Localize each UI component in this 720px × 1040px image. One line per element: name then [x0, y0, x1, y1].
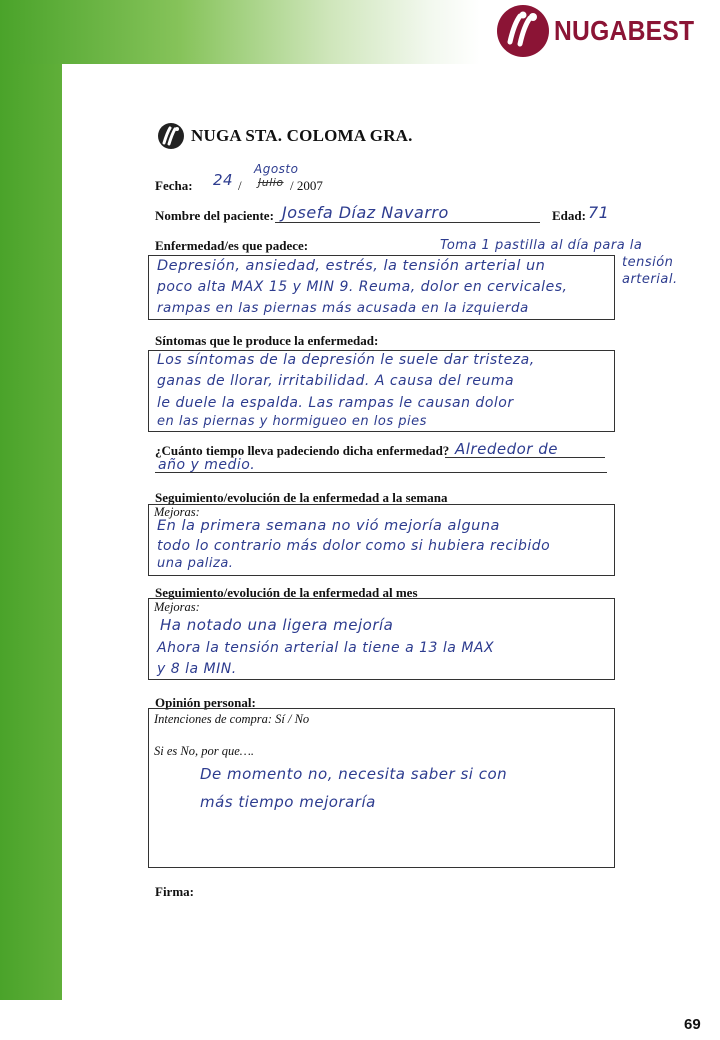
duration-answer-1: Alrededor de — [455, 440, 558, 458]
brand-name: NUGABEST — [554, 15, 695, 46]
week-sub-label: Mejoras: — [154, 505, 200, 519]
disease-line-1: Depresión, ansiedad, estrés, la tensión arterial un — [157, 258, 546, 274]
symptoms-line-2: ganas de llorar, irritabilidad. A causa del reuma — [157, 373, 515, 389]
if-no-why-label: Si es No, por que…. — [154, 744, 254, 758]
week-line-3: una paliza. — [157, 556, 234, 571]
week-label: Seguimiento/evolución de la enfermedad a la semana — [155, 490, 448, 505]
patient-name-line — [275, 222, 540, 223]
age-value: 71 — [588, 203, 610, 222]
symptoms-line-1: Los síntomas de la depresión le suele dar tristeza, — [157, 352, 535, 368]
week-line-1: En la primera semana no vió mejoría alguna — [157, 518, 500, 534]
month-line-2: Ahora la tensión arterial la tiene a 13 la MAX — [157, 640, 495, 656]
symptoms-line-3: le duele la espalda. Las rampas le causan dolor — [157, 395, 514, 411]
fecha-year: / 2007 — [290, 178, 323, 193]
opinion-line-2: más tiempo mejoraría — [200, 793, 376, 811]
disease-side-note-3: arterial. — [622, 272, 678, 287]
disease-side-note-1: Toma 1 pastilla al día para la — [440, 238, 643, 253]
form-logo-text: NUGA STA. COLOMA GRA. — [191, 126, 413, 145]
month-sub-label: Mejoras: — [154, 600, 200, 614]
symptoms-label: Síntomas que le produce la enfermedad: — [155, 333, 379, 348]
disease-side-note-2: tensión — [622, 255, 674, 270]
opinion-line-1: De momento no, necesita saber si con — [200, 765, 508, 783]
signature-label: Firma: — [155, 884, 194, 899]
opinion-label: Opinión personal: — [155, 695, 256, 710]
fecha-month-new: Agosto — [254, 162, 299, 176]
symptoms-line-4: en las piernas y hormigueo en los pies — [157, 414, 427, 429]
disease-line-3: rampas en las piernas más acusada en la izquierda — [157, 300, 529, 316]
week-line-2: todo lo contrario más dolor como si hubiera recibido — [157, 538, 551, 554]
disease-line-2: poco alta MAX 15 y MIN 9. Reuma, dolor en cervicales, — [157, 279, 568, 295]
fecha-label: Fecha: — [155, 178, 193, 193]
nuga-logo-icon — [157, 122, 185, 150]
purchase-intent-label: Intenciones de compra: Sí / No — [154, 712, 310, 726]
form-logo — [157, 122, 413, 150]
patient-name-label: Nombre del paciente: — [155, 208, 274, 223]
age-label: Edad: — [552, 208, 586, 223]
duration-answer-2: año y medio. — [158, 457, 256, 473]
patient-name-value: Josefa Díaz Navarro — [282, 203, 449, 222]
fecha-separator: / — [238, 178, 242, 193]
month-label: Seguimiento/evolución de la enfermedad al mes — [155, 585, 418, 600]
fecha-day: 24 — [213, 171, 234, 189]
disease-label: Enfermedad/es que padece: — [155, 238, 309, 253]
month-line-3: y 8 la MIN. — [157, 661, 237, 677]
opinion-box — [148, 708, 615, 868]
month-line-1: Ha notado una ligera mejoría — [160, 616, 394, 634]
duration-label: ¿Cuánto tiempo lleva padeciendo dicha enfermedad? — [155, 443, 450, 458]
fecha-month-old: Julio — [258, 176, 284, 189]
page-number: 69 — [684, 1016, 701, 1033]
